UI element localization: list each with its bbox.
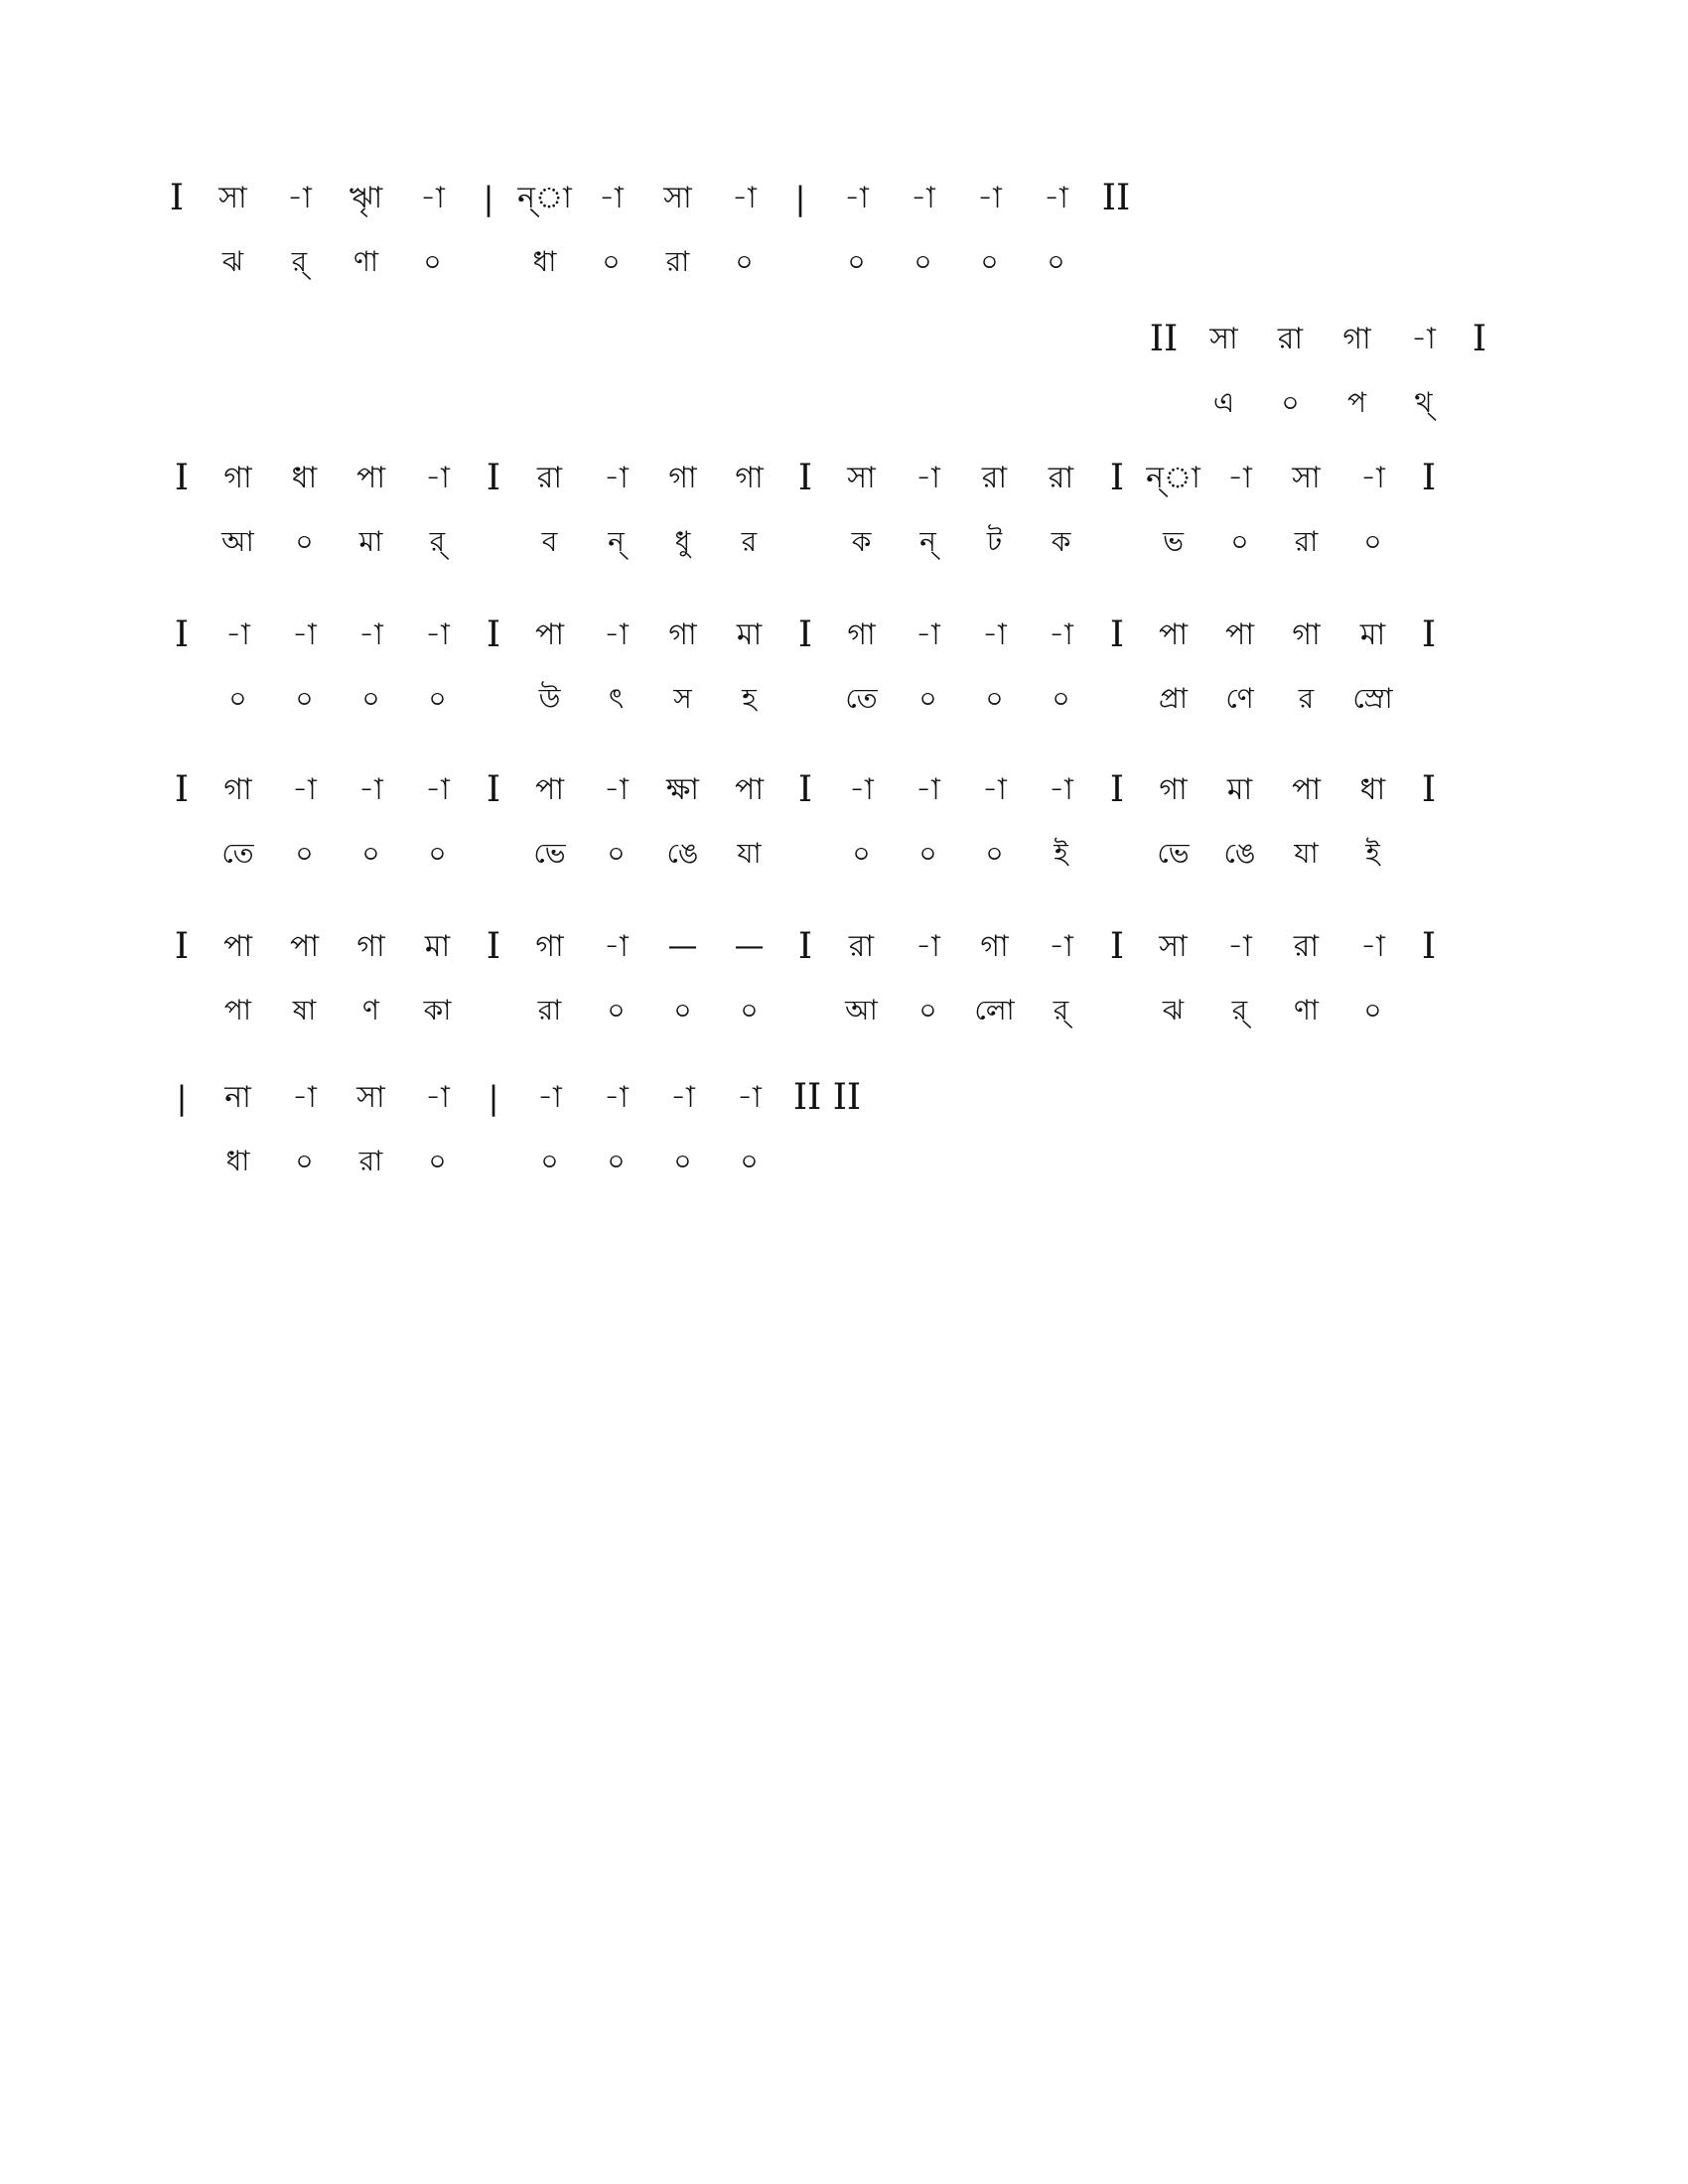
lyric-syllable: ই <box>1365 837 1380 870</box>
swara-note: -া <box>604 1080 629 1115</box>
bar-line: I <box>1109 926 1125 967</box>
lyric-syllable: ভে <box>1157 837 1190 870</box>
lyric-syllable: ট <box>986 525 1003 558</box>
swara-note: সা <box>356 1080 385 1115</box>
lyric-syllable: ক <box>851 525 872 558</box>
bar-line: I <box>486 769 501 810</box>
lyric-syllable: ০ <box>1363 994 1382 1026</box>
swara-line <box>159 923 1452 971</box>
swara-line <box>159 1074 872 1122</box>
swara-note: ধা <box>1359 772 1386 807</box>
bar-line: II II <box>792 1077 862 1118</box>
swara-note: রা <box>536 461 563 495</box>
lyric-syllable: ০ <box>295 1145 314 1177</box>
swara-note: -া <box>604 461 629 495</box>
lyric-syllable: র্ <box>291 245 308 278</box>
lyric-syllable: ০ <box>735 245 754 278</box>
swara-note: -া <box>911 181 935 215</box>
swara-note: ধা <box>291 461 318 495</box>
lyric-syllable: ঙে <box>1223 837 1256 870</box>
swara-note: -া <box>915 929 940 964</box>
lyric-syllable: ণ <box>362 994 379 1026</box>
lyric-syllable: ০ <box>918 994 937 1026</box>
swara-note: -া <box>915 772 940 807</box>
bar-line: I <box>486 614 501 655</box>
swara-note: সা <box>663 181 692 215</box>
swara-note: ন্া <box>1146 461 1200 495</box>
bar-line: II <box>1101 178 1131 218</box>
lyric-syllable: ০ <box>1052 682 1070 715</box>
lyric-syllable: র্ <box>1231 994 1248 1026</box>
lyric-syllable: ০ <box>361 837 380 870</box>
swara-note: -া <box>425 461 450 495</box>
lyric-syllable: ০ <box>852 837 871 870</box>
lyric-syllable: এ <box>1212 386 1235 419</box>
lyric-syllable: ০ <box>985 837 1004 870</box>
swara-note: -া <box>425 617 450 652</box>
swara-note: গা <box>980 929 1009 964</box>
lyric-syllable: রা <box>358 1145 383 1177</box>
lyric-syllable: ০ <box>1363 525 1382 558</box>
bar-line: I <box>797 926 813 967</box>
swara-note: -া <box>1049 617 1073 652</box>
lyric-syllable: র্ <box>1053 994 1069 1026</box>
lyric-syllable: যা <box>1294 837 1319 870</box>
lyric-syllable: ০ <box>740 994 759 1026</box>
bar-line: I <box>174 769 190 810</box>
swara-note: না <box>224 1080 251 1115</box>
lyric-syllable: ০ <box>847 245 866 278</box>
lyric-syllable: ০ <box>295 837 314 870</box>
lyric-line <box>1137 379 1502 427</box>
lyric-syllable: ণা <box>1293 994 1320 1026</box>
lyric-syllable: ধা <box>225 1145 250 1177</box>
bar-line: I <box>797 614 813 655</box>
swara-note: পা <box>355 461 386 495</box>
swara-note: -া <box>915 461 940 495</box>
swara-note: পা <box>1224 617 1255 652</box>
lyric-syllable: ঙে <box>666 837 699 870</box>
lyric-syllable: ই <box>1054 837 1068 870</box>
swara-note: -া <box>737 1080 762 1115</box>
swara-note: পা <box>534 617 565 652</box>
lyric-syllable: ব <box>541 525 558 558</box>
lyric-syllable: ০ <box>428 682 447 715</box>
swara-note: রা <box>1277 322 1304 356</box>
lyric-syllable: থ্ <box>1414 386 1433 419</box>
swara-note: পা <box>534 772 565 807</box>
swara-note: মা <box>424 929 451 964</box>
lyric-syllable: ০ <box>602 245 621 278</box>
swara-note: সা <box>1209 322 1238 356</box>
bar-line: I <box>174 614 190 655</box>
lyric-line <box>159 518 1452 566</box>
swara-note: -া <box>849 772 874 807</box>
lyric-syllable: প্রা <box>1158 682 1189 715</box>
lyric-syllable: হ <box>742 682 757 715</box>
lyric-syllable: মা <box>358 525 383 558</box>
lyric-syllable: ক <box>1051 525 1071 558</box>
lyric-syllable: ষা <box>292 994 317 1026</box>
swara-note: -া <box>537 1080 562 1115</box>
bar-line: I <box>1421 614 1437 655</box>
swara-note: পা <box>734 772 765 807</box>
bar-line: I <box>1421 458 1437 498</box>
bar-line: I <box>1421 769 1437 810</box>
swara-note: গা <box>1342 322 1371 356</box>
lyric-syllable: পা <box>223 994 252 1026</box>
lyric-line <box>159 987 1452 1034</box>
lyric-syllable: ০ <box>428 1145 447 1177</box>
lyric-syllable: ভে <box>533 837 566 870</box>
lyric-syllable: র <box>1298 682 1315 715</box>
swara-note: গা <box>223 772 252 807</box>
bar-line: I <box>1109 614 1125 655</box>
lyric-syllable: রা <box>665 245 690 278</box>
bar-line: I <box>797 458 813 498</box>
lyric-syllable: ০ <box>423 245 442 278</box>
swara-note: পা <box>289 929 320 964</box>
lyric-syllable: ০ <box>985 682 1004 715</box>
swara-note: -া <box>1411 322 1436 356</box>
swara-note: -া <box>425 772 450 807</box>
lyric-syllable: ঝ <box>221 245 244 278</box>
lyric-syllable: লো <box>974 994 1015 1026</box>
swara-line <box>154 175 1143 222</box>
lyric-syllable: প <box>1346 386 1366 419</box>
swara-note: -া <box>1049 929 1073 964</box>
swara-note: গা <box>735 461 764 495</box>
lyric-syllable: তে <box>221 837 254 870</box>
swara-note: সা <box>218 181 247 215</box>
lyric-syllable: র <box>741 525 758 558</box>
swara-note: -া <box>982 617 1007 652</box>
swara-note: -া <box>292 772 317 807</box>
bar-line: I <box>174 926 190 967</box>
swara-note: -া <box>1049 772 1073 807</box>
swara-note: -া <box>292 1080 317 1115</box>
lyric-syllable: ধা <box>532 245 557 278</box>
swara-note: -া <box>1360 461 1385 495</box>
swara-note: -া <box>732 181 757 215</box>
swara-note: রা <box>981 461 1008 495</box>
lyric-syllable: রা <box>1294 525 1319 558</box>
swara-note: গা <box>1159 772 1188 807</box>
lyric-syllable: ০ <box>918 682 937 715</box>
swara-note: ন্া <box>517 181 572 215</box>
swara-note: -া <box>977 181 1002 215</box>
swara-note: ৠা <box>349 181 383 215</box>
swara-note: মা <box>1226 772 1253 807</box>
lyric-syllable: ০ <box>295 682 314 715</box>
bar-line: I <box>486 458 501 498</box>
swara-note: পা <box>1291 772 1322 807</box>
lyric-syllable: র্ <box>429 525 446 558</box>
swara-note: গা <box>668 617 697 652</box>
swara-note: -া <box>287 181 312 215</box>
swara-note: -া <box>1227 929 1252 964</box>
swara-note: গা <box>847 617 876 652</box>
bar-line: I <box>1421 926 1437 967</box>
swara-line <box>159 766 1452 814</box>
swara-note: -া <box>599 181 624 215</box>
lyric-syllable: কা <box>423 994 452 1026</box>
swara-note: পা <box>1158 617 1189 652</box>
swara-note: — <box>734 929 765 964</box>
swara-note: সা <box>847 461 876 495</box>
swara-note: -া <box>604 929 629 964</box>
bar-line: I <box>1472 319 1487 359</box>
lyric-syllable: যা <box>737 837 762 870</box>
swara-note: — <box>667 929 698 964</box>
swara-line <box>159 612 1452 659</box>
lyric-syllable: ০ <box>361 682 380 715</box>
swara-note: রা <box>848 929 875 964</box>
bar-line: II <box>1149 319 1179 359</box>
swara-note: গা <box>223 461 252 495</box>
bar-line: | <box>794 180 806 217</box>
swara-note: গা <box>535 929 564 964</box>
lyric-syllable: ন্ <box>919 525 936 558</box>
swara-note: গা <box>356 929 385 964</box>
swara-note: গা <box>1292 617 1321 652</box>
lyric-line <box>159 830 1452 878</box>
lyric-line <box>154 238 1143 286</box>
lyric-syllable: ভ <box>1163 525 1184 558</box>
lyric-syllable: ০ <box>428 837 447 870</box>
lyric-syllable: স <box>673 682 692 715</box>
swara-note: মা <box>1359 617 1386 652</box>
swara-note: -া <box>225 617 250 652</box>
swara-note: মা <box>736 617 763 652</box>
swara-note: ক্ষা <box>665 772 699 807</box>
swara-note: -া <box>844 181 869 215</box>
swara-note: -া <box>1360 929 1385 964</box>
lyric-syllable: ০ <box>673 994 692 1026</box>
swara-note: গা <box>668 461 697 495</box>
lyric-syllable: ০ <box>918 837 937 870</box>
lyric-syllable: ০ <box>607 1145 626 1177</box>
lyric-line <box>159 675 1452 723</box>
swara-note: -া <box>1227 461 1252 495</box>
lyric-syllable: ৎ <box>609 682 624 715</box>
swara-note: -া <box>425 1080 450 1115</box>
swara-note: রা <box>1293 929 1320 964</box>
lyric-syllable: ০ <box>1230 525 1249 558</box>
bar-line: | <box>483 180 494 217</box>
lyric-syllable: স্রো <box>1352 682 1393 715</box>
lyric-syllable: ০ <box>607 994 626 1026</box>
lyric-syllable: আ <box>845 994 878 1026</box>
bar-line: I <box>1109 769 1125 810</box>
bar-line: I <box>169 178 185 218</box>
swara-note: পা <box>222 929 253 964</box>
lyric-syllable: রা <box>537 994 562 1026</box>
lyric-syllable: ০ <box>980 245 999 278</box>
lyric-syllable: উ <box>538 682 561 715</box>
bar-line: | <box>176 1079 188 1117</box>
swara-note: -া <box>420 181 445 215</box>
lyric-syllable: ০ <box>673 1145 692 1177</box>
lyric-syllable: ০ <box>1047 245 1065 278</box>
lyric-syllable: ন্ <box>608 525 625 558</box>
swara-note: -া <box>604 617 629 652</box>
bar-line: I <box>797 769 813 810</box>
swara-note: -া <box>915 617 940 652</box>
swara-note: -া <box>358 772 383 807</box>
bar-line: I <box>1109 458 1125 498</box>
swara-note: -া <box>604 772 629 807</box>
bar-line: I <box>486 926 501 967</box>
bar-line: | <box>488 1079 499 1117</box>
lyric-syllable: ঝ <box>1162 994 1185 1026</box>
swara-note: -া <box>982 772 1007 807</box>
lyric-syllable: ০ <box>540 1145 559 1177</box>
lyric-syllable: ধু <box>674 525 691 558</box>
swara-note: -া <box>670 1080 695 1115</box>
lyric-syllable: ০ <box>740 1145 759 1177</box>
swara-note: -া <box>1044 181 1068 215</box>
lyric-syllable: ০ <box>295 525 314 558</box>
swara-note: সা <box>1292 461 1321 495</box>
lyric-syllable: আ <box>221 525 254 558</box>
lyric-syllable: ০ <box>1281 386 1300 419</box>
bar-line: I <box>174 458 190 498</box>
lyric-line <box>159 1138 872 1185</box>
swara-note: রা <box>1048 461 1074 495</box>
lyric-syllable: ণা <box>352 245 379 278</box>
lyric-syllable: তে <box>845 682 878 715</box>
swara-note: সা <box>1159 929 1188 964</box>
lyric-syllable: ণে <box>1225 682 1254 715</box>
lyric-syllable: ০ <box>914 245 932 278</box>
swara-line <box>1137 316 1502 363</box>
lyric-syllable: ০ <box>228 682 247 715</box>
lyric-syllable: ০ <box>607 837 626 870</box>
swara-line <box>159 455 1452 502</box>
swara-note: -া <box>358 617 383 652</box>
swara-note: -া <box>292 617 317 652</box>
